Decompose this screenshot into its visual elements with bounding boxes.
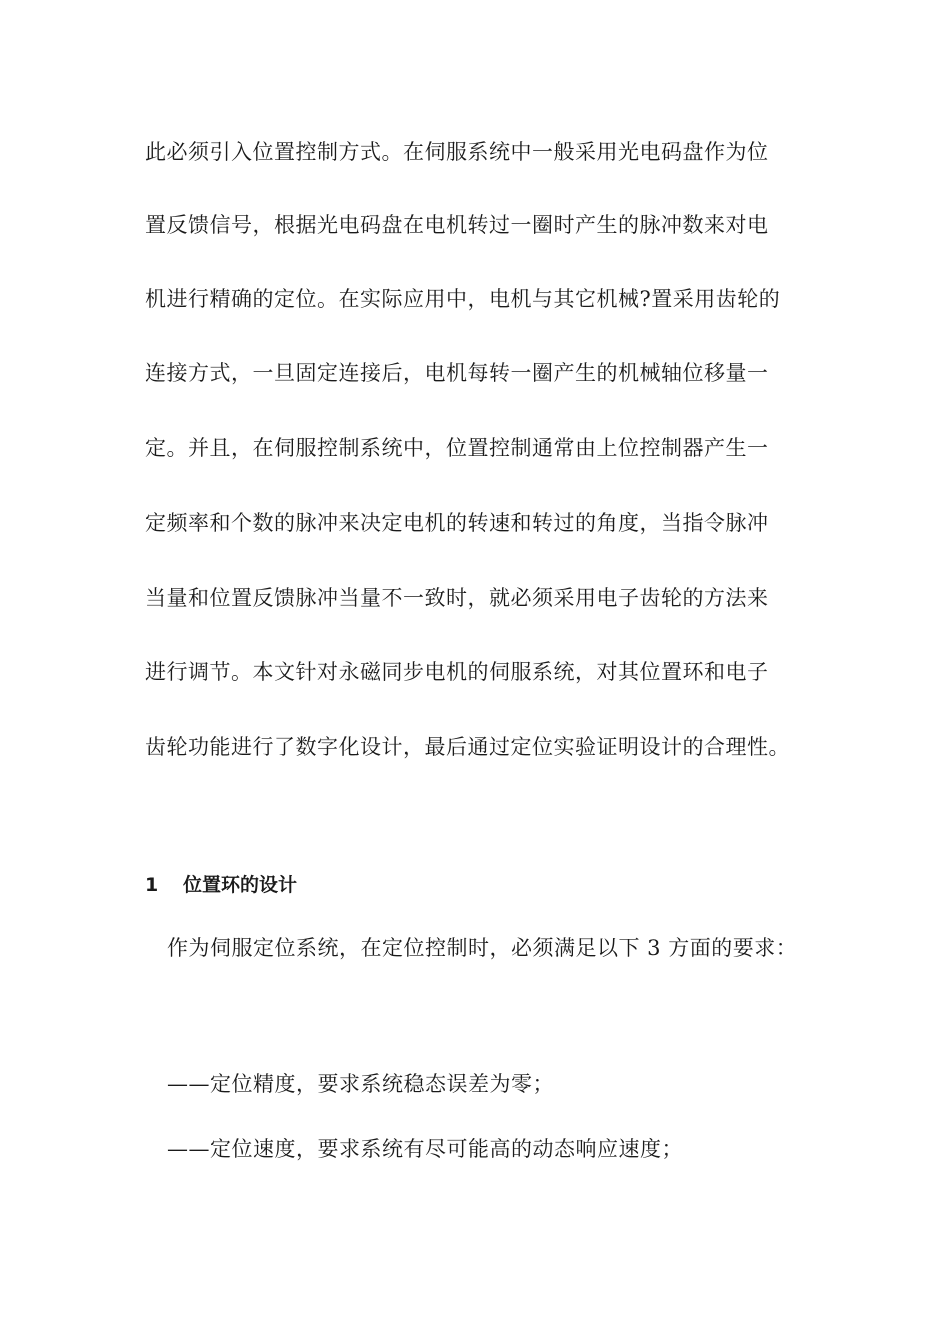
requirement-item: ——定位速度，要求系统有尽可能高的动态响应速度； bbox=[167, 1137, 683, 1161]
paragraph-line: 连接方式，一旦固定连接后，电机每转一圈产生的机械轴位移量一 bbox=[145, 361, 769, 385]
paragraph-line: 置反馈信号，根据光电码盘在电机转过一圈时产生的脉冲数来对电 bbox=[145, 213, 769, 237]
section-number: 1 bbox=[145, 874, 159, 896]
paragraph-line: 齿轮功能进行了数字化设计，最后通过定位实验证明设计的合理性。 bbox=[145, 735, 790, 759]
section-heading bbox=[145, 871, 297, 899]
requirement-item: ——定位精度，要求系统稳态误差为零； bbox=[167, 1072, 554, 1096]
paragraph-line: 当量和位置反馈脉冲当量不一致时，就必须采用电子齿轮的方法来 bbox=[145, 586, 769, 610]
paragraph-line: 定。并且，在伺服控制系统中，位置控制通常由上位控制器产生一 bbox=[145, 436, 769, 460]
paragraph-line: 机进行精确的定位。在实际应用中，电机与其它机械?置采用齿轮的 bbox=[145, 287, 781, 311]
paragraph-line: 进行调节。本文针对永磁同步电机的伺服系统，对其位置环和电子 bbox=[145, 660, 769, 684]
intro-paragraph: 作为伺服定位系统，在定位控制时，必须满足以下 3 方面的要求： bbox=[167, 936, 798, 960]
paragraph-line: 此必须引入位置控制方式。在伺服系统中一般采用光电码盘作为位 bbox=[145, 140, 769, 164]
paragraph-line: 定频率和个数的脉冲来决定电机的转速和转过的角度，当指令脉冲 bbox=[145, 511, 769, 535]
section-title: 位置环的设计 bbox=[183, 874, 298, 896]
